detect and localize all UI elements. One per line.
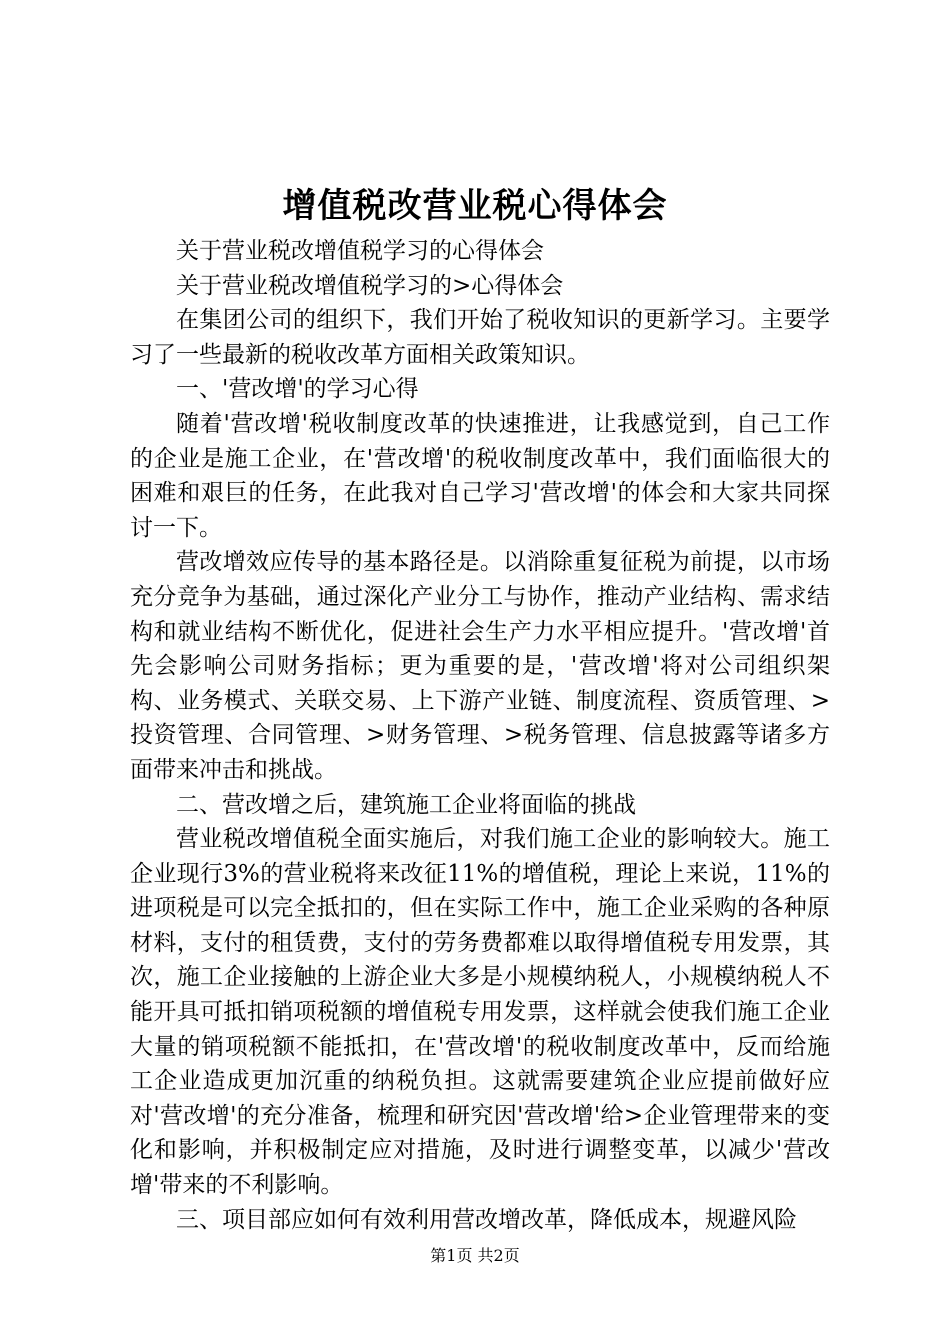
document-title: 增值税改营业税心得体会 (282, 186, 668, 226)
paragraph: 营改增效应传导的基本路径是。以消除重复征税为前提，以市场充分竞争为基础，通过深化产业分工与协作，推动产业结构、需求结构和就业结构不断优化，促进社会生产力水平相应提升。'营改增'首先会影响公司财务指标；更为重要的是，'营改增'将对公司组织架构、业务模式、关联交易、上下游产业链、制度流程、资质管理、>投资管理、合同管理、>财务管理、>税务管理、信息披露等诸多方面带来冲击和挑战。 (130, 549, 830, 783)
document-body (130, 234, 830, 1237)
paragraph: 关于营业税改增值税学习的心得体会 (176, 238, 544, 264)
section-heading: 三、项目部应如何有效利用营改增改革，降低成本，规避风险 (176, 1206, 797, 1233)
section-heading: 二、营改增之后，建筑施工企业将面临的挑战 (176, 791, 636, 818)
paragraph: 关于营业税改增值税学习的>心得体会 (176, 272, 564, 299)
paragraph: 营业税改增值税全面实施后，对我们施工企业的影响较大。施工企业现行3%的营业税将来改征11%的增值税，理论上来说，11%的进项税是可以完全抵扣的，但在实际工作中，施工企业采购的各种原材料，支付的租赁费，支付的劳务费都难以取得增值税专用发票，其次，施工企业接触的上游企业大多是小规模纳税人，小规模纳税人不能开具可抵扣销项税额的增值税专用发票，这样就会使我们施工企业大量的销项税额不能抵扣，在'营改增'的税收制度改革中，反而给施工企业造成更加沉重的纳税负担。这就需要建筑企业应提前做好应对'营改增'的充分准备，梳理和研究因'营改增'给>企业管理带来的变化和影响，并积极制定应对措施，及时进行调整变革，以减少'营改增'带来的不利影响。 (130, 826, 830, 1199)
section-heading: 一、'营改增'的学习心得 (176, 376, 419, 403)
paragraph: 在集团公司的组织下，我们开始了税收知识的更新学习。主要学习了一些最新的税收改革方面相关政策知识。 (130, 307, 830, 368)
paragraph: 随着'营改增'税收制度改革的快速推进，让我感觉到，自己工作的企业是施工企业，在'营改增'的税收制度改革中，我们面临很大的困难和艰巨的任务，在此我对自己学习'营改增'的体会和大家共同探讨一下。 (130, 410, 830, 541)
page-number: 第1页 共2页 (430, 1246, 520, 1265)
